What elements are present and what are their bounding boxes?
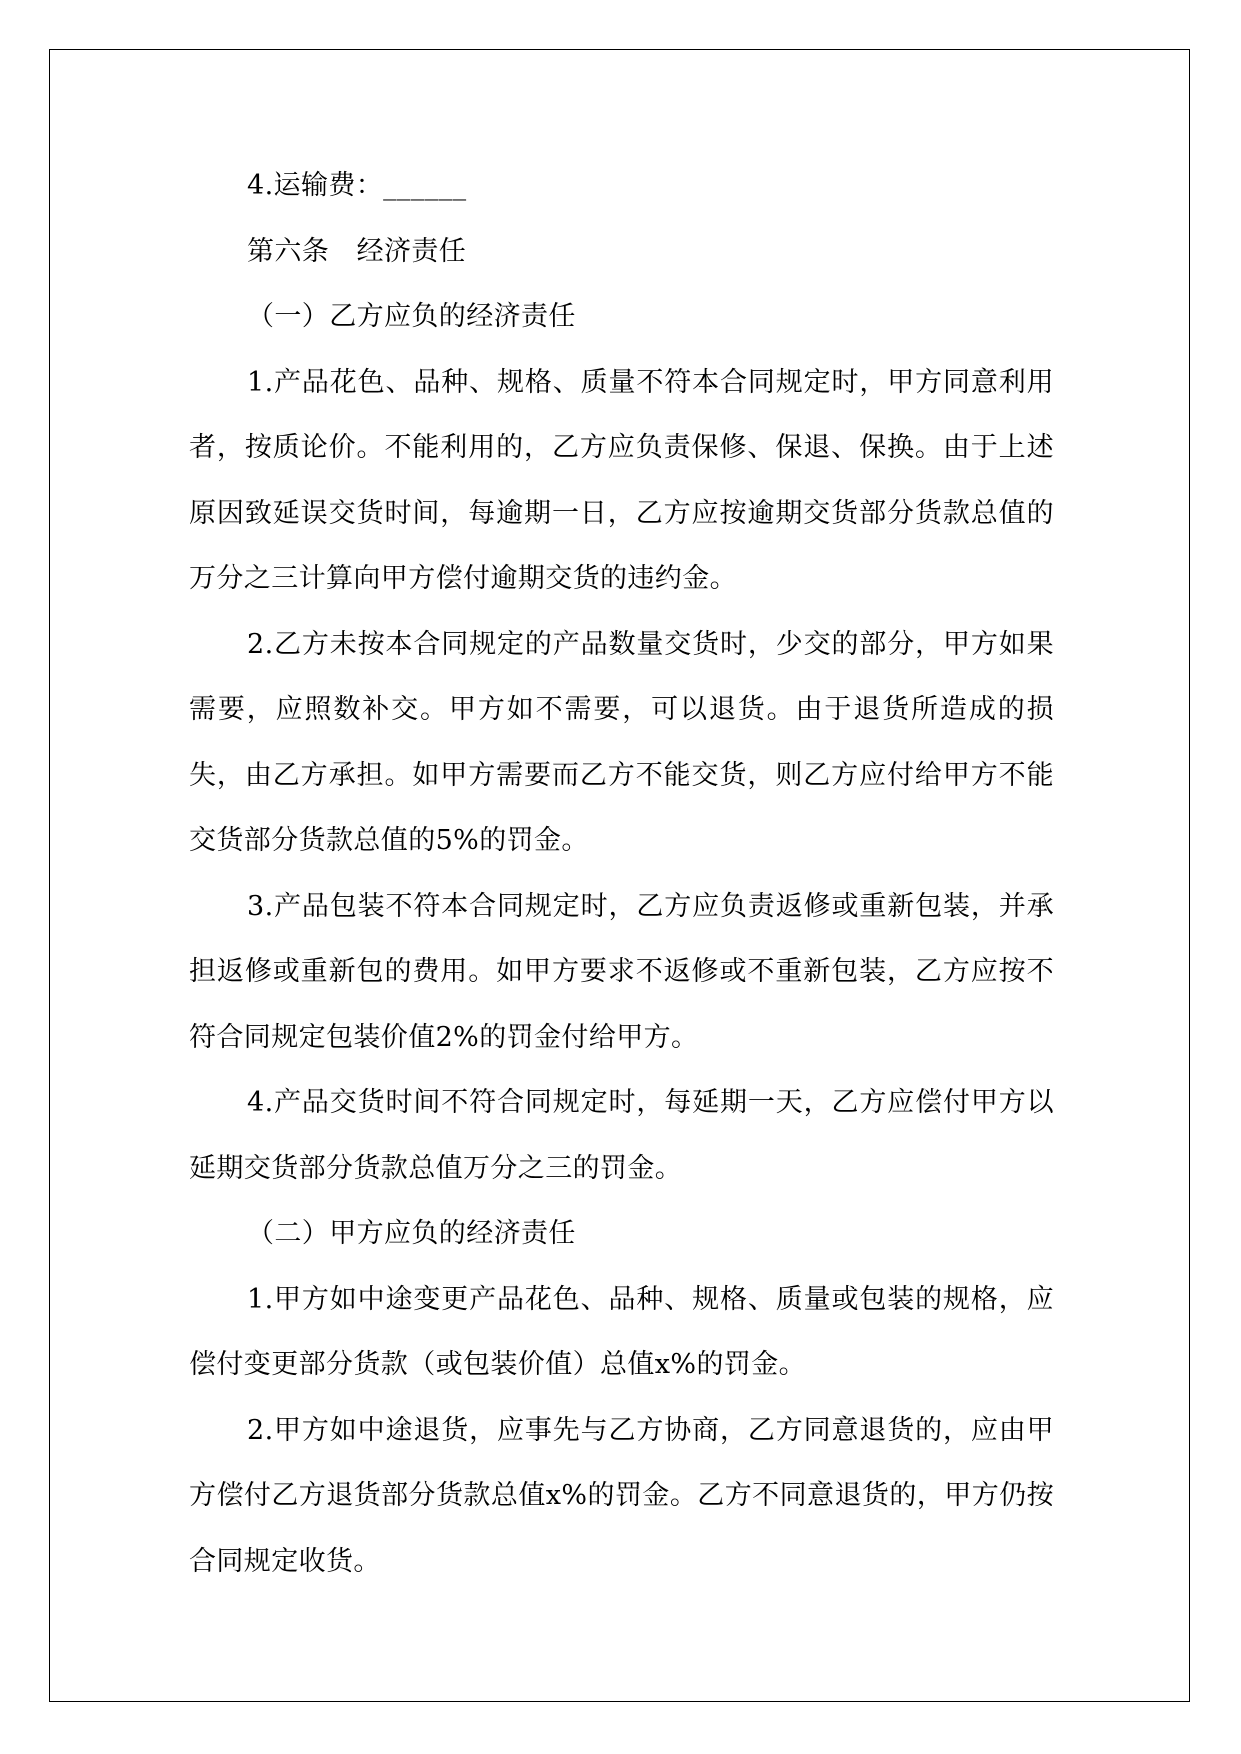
party-b-clause-2: 2.乙方未按本合同规定的产品数量交货时，少交的部分，甲方如果需要，应照数补交。甲方如不需要，可以退货。由于退货所造成的损失，由乙方承担。如甲方需要而乙方不能交货，则乙方应付给甲方不能交货部分货款总值的5%的罚金。 — [189, 628, 1054, 856]
party-b-clause-4: 4.产品交货时间不符合同规定时，每延期一天，乙方应偿付甲方以延期交货部分货款总值万分之三的罚金。 — [189, 1087, 1054, 1184]
transport-fee-line: 4.运输费：______ — [247, 170, 467, 201]
party-b-clause-3: 3.产品包装不符本合同规定时，乙方应负责返修或重新包装，并承担返修或重新包的费用。如甲方要求不返修或不重新包装，乙方应按不符合同规定包装价值2%的罚金付给甲方。 — [189, 890, 1054, 1053]
document-body — [189, 153, 1054, 1594]
section-party-a-heading: （二）甲方应负的经济责任 — [247, 1218, 576, 1249]
party-a-clause-2: 2.甲方如中途退货，应事先与乙方协商，乙方同意退货的，应由甲方偿付乙方退货部分货款总值x%的罚金。乙方不同意退货的，甲方仍按合同规定收货。 — [189, 1414, 1054, 1577]
section-party-b-heading: （一）乙方应负的经济责任 — [247, 301, 576, 332]
party-b-clause-1: 1.产品花色、品种、规格、质量不符本合同规定时，甲方同意利用者，按质论价。不能利用的，乙方应负责保修、保退、保换。由于上述原因致延误交货时间，每逾期一日，乙方应按逾期交货部分货款总值的万分之三计算向甲方偿付逾期交货的违约金。 — [189, 366, 1054, 594]
article-six-heading: 第六条 经济责任 — [247, 235, 467, 267]
party-a-clause-1: 1.甲方如中途变更产品花色、品种、规格、质量或包装的规格，应偿付变更部分货款（或包装价值）总值x%的罚金。 — [189, 1283, 1054, 1380]
